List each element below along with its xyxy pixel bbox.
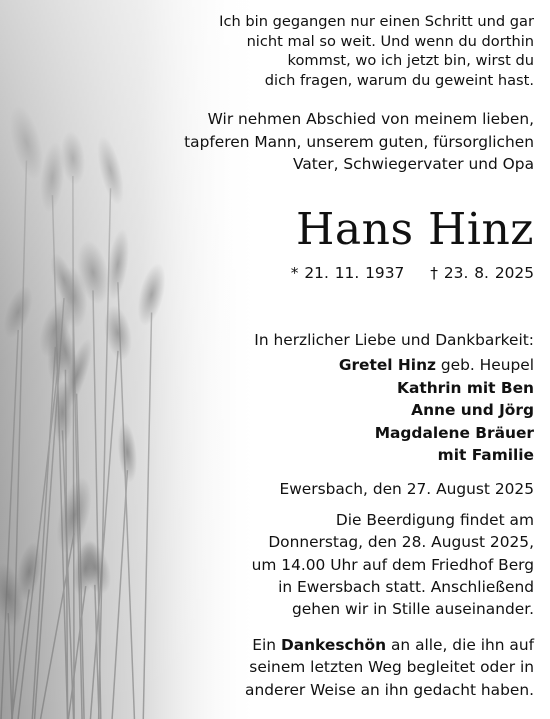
poem-line: kommst, wo ich jetzt bin, wirst du (287, 52, 534, 69)
mourners-list (154, 354, 534, 467)
poem-line: nicht mal so weit. Und wenn du dorthin (246, 32, 534, 50)
thanks-line: seinem letzten Weg begleitet oder in (249, 658, 534, 677)
mourner-name: Gretel Hinz (338, 356, 436, 374)
funeral-line: Donnerstag, den 28. August 2025, (268, 533, 534, 552)
mourner-line: Anne und Jörg (411, 401, 534, 419)
poem-line: dich fragen, warum du geweint hast. (264, 71, 534, 89)
thanks-word: Dankeschön (280, 636, 387, 654)
funeral-line: in Ewersbach statt. Anschließend (278, 577, 534, 596)
funeral-line: Die Beerdigung findet am (335, 511, 534, 529)
maiden-name: geb. Heupel (436, 356, 534, 374)
mourner-line: Magdalene Bräuer (374, 423, 534, 442)
deceased-name: Hans Hinz (296, 204, 534, 255)
thanks-note (154, 634, 534, 701)
mourners-heading: In herzlicher Liebe und Dankbarkeit: (254, 331, 534, 349)
intro-line: Wir nehmen Abschied von meinem lieben, (207, 110, 534, 128)
thanks-text: Ein (252, 636, 281, 654)
poem-line: Ich bin gegangen nur einen Schritt und gar (219, 13, 534, 30)
death-date: † 23. 8. 2025 (430, 264, 534, 282)
funeral-line: um 14.00 Uhr auf dem Friedhof Berg (251, 555, 534, 574)
farewell-intro (154, 108, 534, 176)
mourner-line: Kathrin mit Ben (397, 378, 534, 397)
funeral-info (154, 509, 534, 620)
poem-quote (154, 12, 534, 90)
life-dates (291, 262, 534, 284)
intro-line: Vater, Schwiegervater und Opa (292, 155, 534, 173)
thanks-line (154, 634, 534, 656)
mourner-line: mit Familie (437, 446, 534, 464)
intro-line: tapferen Mann, unserem guten, fürsorglichen (184, 132, 534, 151)
mourner-line (154, 354, 534, 377)
funeral-line: gehen wir in Stille auseinander. (291, 600, 534, 619)
place-and-date: Ewersbach, den 27. August 2025 (279, 480, 534, 498)
birth-date: * 21. 11. 1937 (290, 264, 405, 282)
thanks-text: an alle, die ihn auf (386, 636, 534, 654)
thanks-line: anderer Weise an ihn gedacht haben. (245, 680, 534, 699)
